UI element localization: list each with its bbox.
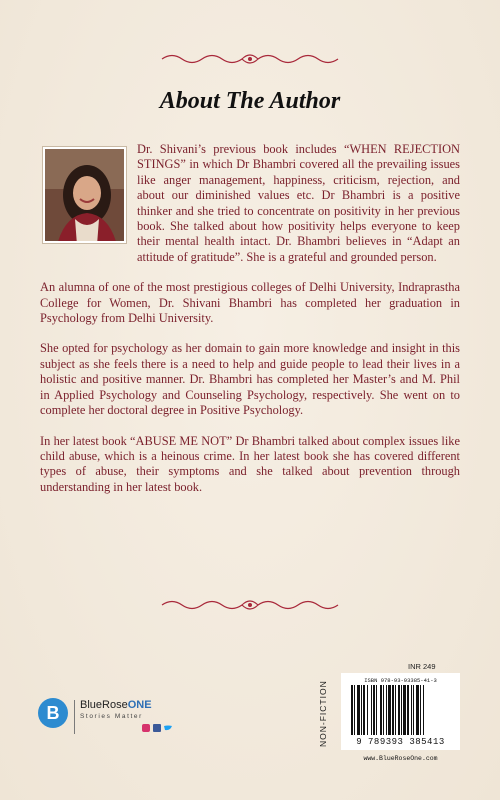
facebook-icon	[153, 724, 161, 732]
publisher-name: BlueRoseONE	[80, 699, 152, 711]
barcode-bar	[380, 685, 382, 735]
isbn-text: ISBN 978-93-93385-41-3	[364, 677, 437, 684]
bottom-ornament-divider	[160, 598, 340, 612]
bio-paragraph-4: In her latest book “ABUSE ME NOT” Dr Bhambri talked about complex issues like child abuse, which is a heinous crime. In her latest book she has covered different types of abuse, their symptoms and she talked about prevention through understanding in her latest book.	[40, 433, 460, 494]
barcode-bar	[420, 685, 421, 735]
barcode-bar	[354, 685, 355, 735]
instagram-icon	[142, 724, 150, 732]
barcode-bar	[411, 685, 412, 735]
twitter-icon	[164, 726, 172, 731]
barcode-bar	[413, 685, 414, 735]
publisher-website: www.BlueRoseOne.com	[363, 755, 438, 762]
page-title: About The Author	[159, 88, 341, 114]
barcode-bar	[388, 685, 391, 735]
barcode-bar	[371, 685, 372, 735]
publisher-logo	[38, 696, 178, 740]
publisher-tagline: Stories Matter	[80, 713, 143, 720]
author-biography	[40, 142, 460, 510]
bio-paragraph-1: Dr. Shivani’s previous book includes “WHEN REJECTION STINGS” in which Dr Bhambri covered all the prevailing issues like anger management, happiness, criticism, rejection, and about our diminished values etc. Dr Bhambri is a positive thinker and she tried to concentrate on positivity in her previous book. She talked about how positivity helps everyone to keep their mental health intact. Dr. Bhambri believes in “Adapt an attitude of gratitude”. She is a grateful and grounded person.	[137, 142, 460, 264]
publisher-logo-icon: B	[38, 698, 68, 728]
barcode-graphic	[351, 685, 454, 735]
barcode-bar	[407, 685, 409, 735]
bio-paragraph-2: An alumna of one of the most prestigious colleges of Delhi University, Indraprastha College for Women, Dr. Shivani Bhambri has completed her graduation in Psychology from Delhi University.	[40, 280, 460, 326]
barcode-bar	[383, 685, 384, 735]
isbn-barcode	[341, 673, 460, 750]
barcode-bar	[398, 685, 400, 735]
barcode-bar	[395, 685, 396, 735]
barcode-bar	[351, 685, 353, 735]
category-label: NON-FICTION	[318, 680, 328, 748]
barcode-bar	[416, 685, 419, 735]
barcode-bar	[403, 685, 406, 735]
top-ornament-divider	[160, 52, 340, 66]
barcode-bar	[386, 685, 387, 735]
barcode-bar	[392, 685, 394, 735]
barcode-bar	[361, 685, 362, 735]
barcode-bar	[373, 685, 375, 735]
barcode-bar	[363, 685, 365, 735]
social-media-icons	[142, 724, 172, 732]
barcode-bar	[401, 685, 402, 735]
barcode-bar	[357, 685, 360, 735]
barcode-bar	[367, 685, 368, 735]
barcode-bar	[376, 685, 377, 735]
price-label: INR 249	[408, 662, 436, 671]
barcode-number: 9 789393 385413	[356, 737, 445, 747]
logo-divider	[74, 700, 75, 734]
bio-paragraph-3: She opted for psychology as her domain to gain more knowledge and insight in this subject as she feels there is a need to help and guide people to lead their lives in a holistic and positive manner. Dr. Bhambri has completed her Master’s and M. Phil in Applied Psychology and Counseling Psychology, respectively. She went on to complete her doctoral degree in Positive Psychology.	[40, 341, 460, 418]
barcode-bar	[423, 685, 424, 735]
